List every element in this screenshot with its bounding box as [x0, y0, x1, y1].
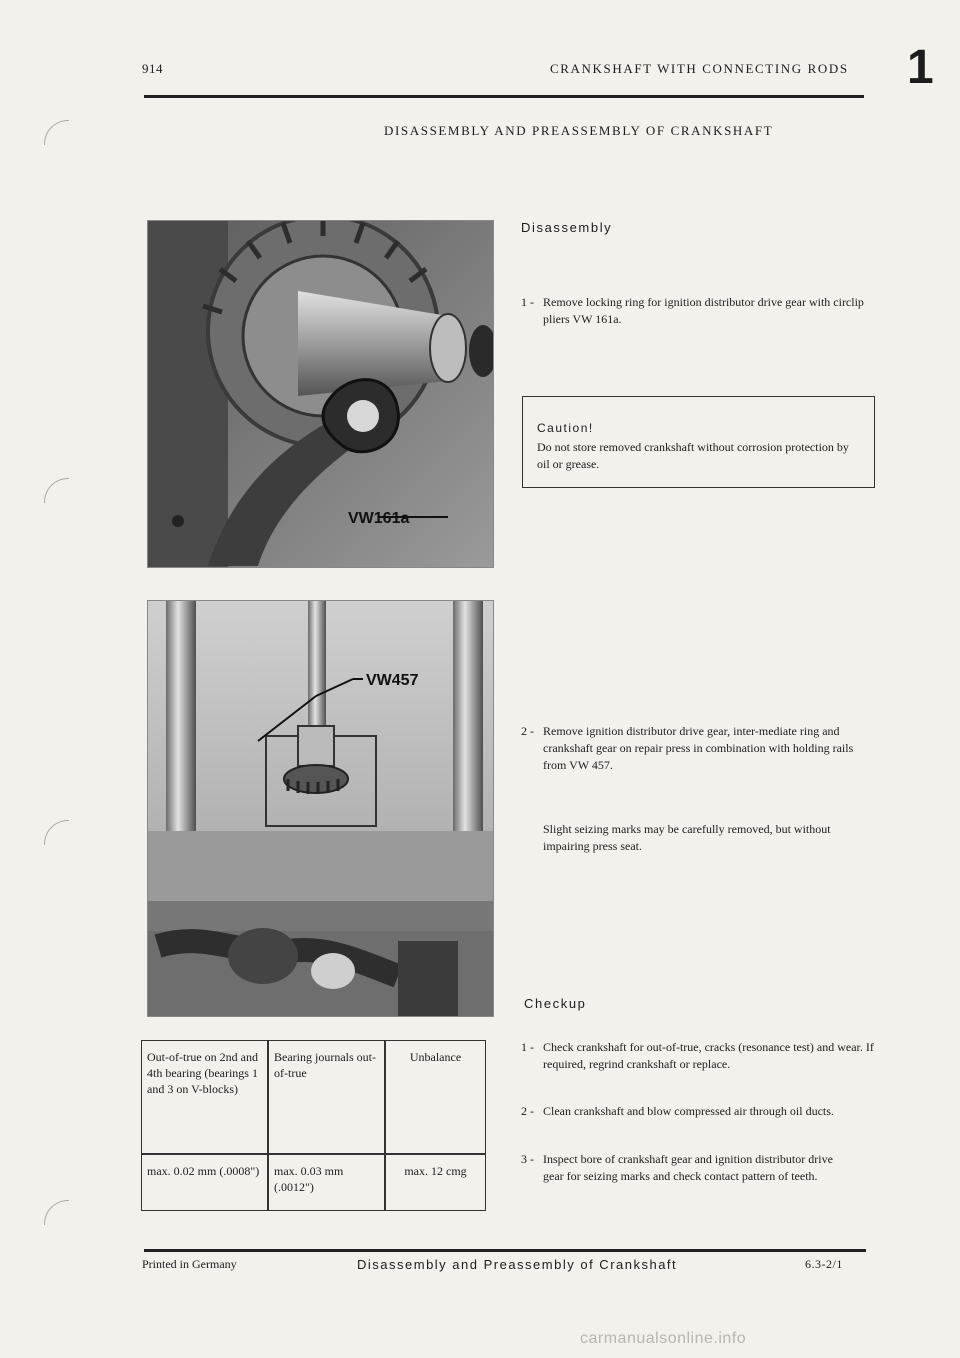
footer-title: Disassembly and Preassembly of Crankshaft — [357, 1257, 678, 1272]
section-number: 1 — [907, 41, 934, 94]
tool-label-vw161a: VW161a — [348, 510, 410, 527]
caution-title: Caution! — [537, 421, 594, 435]
binding-mark — [44, 478, 69, 503]
step-text: Remove ignition distributor drive gear, inter-mediate ring and crankshaft gear on repair press in combination with holding rails from VW 457. — [543, 724, 854, 772]
step-text: Remove locking ring for ignition distributor drive gear with circlip pliers VW 161a. — [543, 295, 864, 326]
table-value-journals: max. 0.03 mm (.0012") — [274, 1164, 344, 1194]
step-text: Clean crankshaft and blow compressed air through oil ducts. — [543, 1104, 834, 1118]
binding-mark — [44, 120, 69, 145]
watermark: carmanualsonline.info — [580, 1330, 747, 1347]
footer-printed-in: Printed in Germany — [142, 1257, 237, 1271]
repair-press-illustration — [148, 601, 493, 1016]
photo-circlip-pliers — [147, 220, 494, 568]
footer-rule — [144, 1249, 866, 1252]
page-number: 914 — [142, 61, 163, 76]
step-number: 1 - — [521, 1040, 534, 1054]
header-rule — [144, 95, 864, 98]
photo-repair-press — [147, 600, 494, 1017]
step-number: 3 - — [521, 1152, 534, 1166]
section-title: DISASSEMBLY AND PREASSEMBLY OF CRANKSHAFT — [384, 123, 774, 138]
binding-mark — [44, 1200, 69, 1225]
step-number: 2 - — [521, 1104, 534, 1118]
seizing-note: Slight seizing marks may be carefully removed, but without impairing press seat. — [543, 822, 831, 853]
table-value-out-of-true: max. 0.02 mm (.0008") — [147, 1164, 260, 1178]
tool-label-vw457: VW457 — [366, 672, 419, 689]
caution-text: Do not store removed crankshaft without corrosion protection by oil or grease. — [537, 440, 849, 471]
step-number: 1 - — [521, 295, 534, 309]
step-text: Check crankshaft for out-of-true, cracks (resonance test) and wear. If required, regrind crankshaft or replace. — [543, 1040, 874, 1071]
caution-box — [522, 396, 875, 488]
step-text: Inspect bore of crankshaft gear and ignition distributor drive gear for seizing marks and check contact pattern of teeth. — [543, 1152, 833, 1183]
table-header-unbalance: Unbalance — [409, 1050, 462, 1064]
checkup-heading: Checkup — [524, 996, 587, 1011]
step-number: 2 - — [521, 724, 534, 738]
table-header-journals: Bearing journals out-of-true — [274, 1050, 376, 1080]
table-header-out-of-true: Out-of-true on 2nd and 4th bearing (bearings 1 and 3 on V-blocks) — [147, 1050, 258, 1096]
footer-page-code: 6.3-2/1 — [805, 1257, 843, 1271]
table-value-unbalance: max. 12 cmg — [404, 1164, 467, 1178]
binding-mark — [44, 820, 69, 845]
header-title: CRANKSHAFT WITH CONNECTING RODS — [550, 61, 849, 76]
spec-table — [141, 1040, 486, 1211]
crankshaft-gear-illustration — [148, 221, 493, 567]
disassembly-heading: Disassembly — [521, 220, 613, 235]
